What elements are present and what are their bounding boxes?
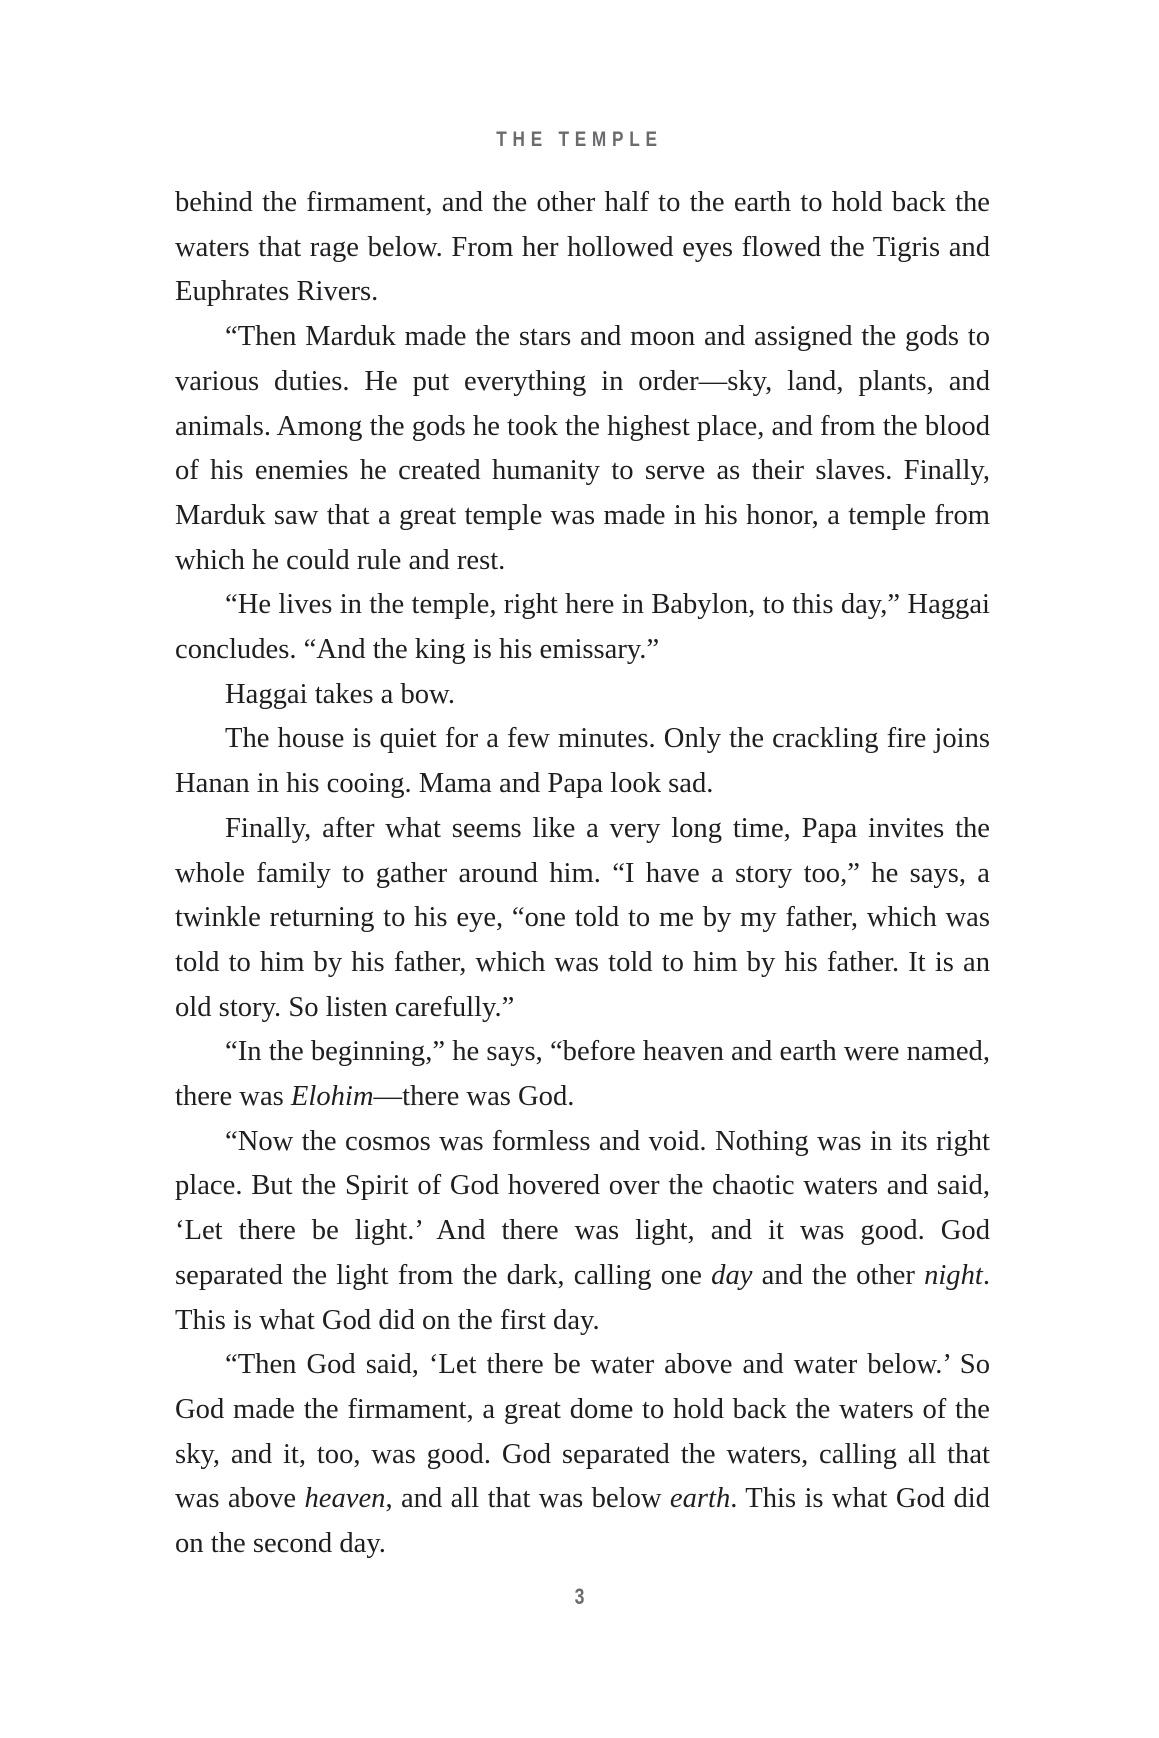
text-run: “Then Marduk made the stars and moon and assigned the gods to various duties. He put everything in order—sky, land, plants, and animals. Among the gods he took the highest place, and from the blood of his enemies he created humanity to serve as their slaves. Finally, Marduk saw that a great temple was made in his honor, a temple from which he could rule and rest.	[175, 321, 990, 576]
paragraph	[175, 181, 990, 315]
text-run: , and all that was below	[385, 1483, 670, 1515]
text-run: Haggai takes a bow.	[225, 678, 455, 710]
text-run: . This is what God did on the second day.	[175, 1483, 990, 1560]
italic-text: earth	[669, 1483, 731, 1515]
paragraph	[175, 583, 990, 672]
italic-text: day	[711, 1259, 753, 1291]
page-number: 3	[574, 1584, 585, 1609]
paragraph	[175, 673, 990, 718]
text-run: behind the firmament, and the other half to the earth to hold back the waters that rage below. From her hollowed eyes flowed the Tigris and Euphrates Rivers.	[175, 187, 990, 308]
paragraph	[175, 1343, 990, 1567]
body-text	[175, 181, 990, 1567]
paragraph	[175, 807, 990, 1031]
paragraph	[175, 717, 990, 806]
text-run: Finally, after what seems like a very long time, Papa invites the whole family to gather around him. “I have a story too,” he says, a twinkle returning to his eye, “one told to me by my father, which was told to him by his father, which was told to him by his father. It is an old story. So listen carefully.”	[175, 812, 990, 1023]
italic-text: night	[924, 1259, 983, 1291]
italic-text: Elohim	[290, 1081, 374, 1113]
italic-text: heaven	[304, 1483, 386, 1515]
text-run: “In the beginning,” he says, “before heaven and earth were named, there was	[175, 1036, 990, 1113]
text-run: —there was God.	[373, 1081, 575, 1113]
text-run: and the other	[752, 1259, 925, 1291]
running-head: THE TEMPLE	[496, 128, 663, 151]
text-run: “Now the cosmos was formless and void. Nothing was in its right place. But the Spirit of God hovered over the chaotic waters and said, ‘Let there be light.’ And there was light, and it was good. God separated the light from the dark, calling one	[175, 1125, 990, 1291]
text-run: “He lives in the temple, right here in Babylon, to this day,” Haggai concludes. “And the king is his emissary.”	[175, 589, 990, 666]
text-run: The house is quiet for a few minutes. Only the crackling fire joins Hanan in his cooing. Mama and Papa look sad.	[175, 723, 990, 800]
paragraph	[175, 1120, 990, 1344]
text-run: “Then God said, ‘Let there be water above and water below.’ So God made the firmament, a great dome to hold back the waters of the sky, and it, too, was good. God separated the waters, calling all that was above	[175, 1349, 990, 1515]
paragraph	[175, 1030, 990, 1119]
paragraph	[175, 315, 990, 583]
text-run: . This is what God did on the first day.	[175, 1259, 990, 1336]
